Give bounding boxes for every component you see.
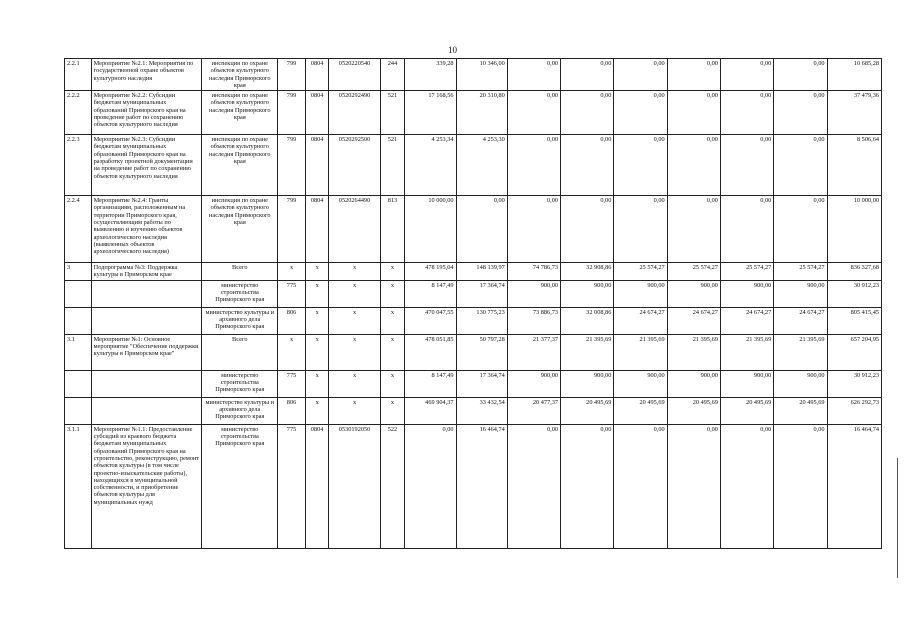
- table-row: [65, 397, 882, 424]
- cell-exec: инспекция по охране объектов культурного наследия Приморского края: [202, 196, 278, 263]
- table-row: [65, 135, 882, 196]
- cell-v4: 0,00: [561, 59, 614, 91]
- cell-name: [91, 280, 202, 307]
- cell-v7: 0,00: [720, 424, 773, 548]
- cell-csr: 0520292490: [329, 91, 380, 135]
- cell-v5: 0,00: [614, 135, 667, 196]
- cell-v1: 17 168,56: [405, 91, 456, 135]
- cell-rzpr: x: [305, 334, 329, 370]
- cell-v3: 900,00: [507, 280, 560, 307]
- cell-v6: 0,00: [667, 91, 720, 135]
- cell-v8: 25 574,27: [774, 263, 827, 281]
- cell-v2: 148 139,97: [456, 263, 507, 281]
- cell-total: 37 479,36: [827, 91, 881, 135]
- cell-exec: министерство культуры и архивного дела Приморского края: [202, 307, 278, 334]
- cell-vr: x: [380, 334, 405, 370]
- cell-v2: 4 253,30: [456, 135, 507, 196]
- cell-csr: 0530192050: [329, 424, 380, 548]
- cell-v7: 900,00: [720, 280, 773, 307]
- cell-v1: 0,00: [405, 424, 456, 548]
- cell-v2: 50 797,28: [456, 334, 507, 370]
- cell-v5: 0,00: [614, 196, 667, 263]
- cell-v8: 0,00: [774, 424, 827, 548]
- table-row: [65, 424, 882, 548]
- cell-grbs: 806: [278, 397, 306, 424]
- cell-no: 3: [65, 263, 92, 281]
- cell-grbs: 775: [278, 280, 306, 307]
- scan-edge-line: [897, 458, 898, 578]
- cell-grbs: 799: [278, 135, 306, 196]
- cell-no: 3.1: [65, 334, 92, 370]
- cell-rzpr: 0804: [305, 424, 329, 548]
- table-row: [65, 91, 882, 135]
- cell-rzpr: x: [305, 280, 329, 307]
- cell-vr: 521: [380, 135, 405, 196]
- cell-vr: 813: [380, 196, 405, 263]
- cell-v6: 24 674,27: [667, 307, 720, 334]
- cell-vr: 244: [380, 59, 405, 91]
- cell-rzpr: x: [305, 307, 329, 334]
- cell-no: [65, 280, 92, 307]
- cell-csr: x: [329, 263, 380, 281]
- cell-v8: 24 674,27: [774, 307, 827, 334]
- cell-rzpr: 0804: [305, 91, 329, 135]
- cell-rzpr: 0804: [305, 135, 329, 196]
- cell-grbs: 806: [278, 307, 306, 334]
- cell-v1: 470 047,55: [405, 307, 456, 334]
- cell-total: 30 912,23: [827, 280, 881, 307]
- cell-grbs: 799: [278, 91, 306, 135]
- cell-v3: 0,00: [507, 91, 560, 135]
- cell-v8: 20 495,69: [774, 397, 827, 424]
- cell-csr: x: [329, 370, 380, 397]
- cell-v6: 900,00: [667, 370, 720, 397]
- cell-v4: 0,00: [561, 135, 614, 196]
- cell-v6: 25 574,27: [667, 263, 720, 281]
- cell-vr: 522: [380, 424, 405, 548]
- cell-name: Мероприятие №1: Основное мероприятие "Обеспечение поддержки культуры в Приморском крае": [91, 334, 202, 370]
- cell-vr: x: [380, 307, 405, 334]
- cell-v7: 24 674,27: [720, 307, 773, 334]
- cell-name: [91, 397, 202, 424]
- cell-v2: 10 346,00: [456, 59, 507, 91]
- cell-v4: 0,00: [561, 196, 614, 263]
- cell-v2: 20 310,80: [456, 91, 507, 135]
- table-row: [65, 334, 882, 370]
- cell-v7: 0,00: [720, 196, 773, 263]
- cell-exec: министерство строительства Приморского края: [202, 280, 278, 307]
- cell-v3: 20 477,37: [507, 397, 560, 424]
- cell-v8: 0,00: [774, 91, 827, 135]
- cell-v5: 0,00: [614, 91, 667, 135]
- cell-v4: 0,00: [561, 91, 614, 135]
- cell-v2: 17 364,74: [456, 280, 507, 307]
- cell-rzpr: 0804: [305, 59, 329, 91]
- cell-v6: 0,00: [667, 135, 720, 196]
- cell-v4: 900,00: [561, 280, 614, 307]
- cell-v2: 16 464,74: [456, 424, 507, 548]
- table-row: [65, 263, 882, 281]
- cell-exec: инспекция по охране объектов культурного наследия Приморского края: [202, 91, 278, 135]
- cell-vr: x: [380, 397, 405, 424]
- table-row: [65, 307, 882, 334]
- cell-csr: x: [329, 397, 380, 424]
- cell-v7: 900,00: [720, 370, 773, 397]
- cell-v1: 478 195,04: [405, 263, 456, 281]
- cell-v2: 130 775,23: [456, 307, 507, 334]
- cell-rzpr: x: [305, 370, 329, 397]
- cell-v4: 32 908,86: [561, 263, 614, 281]
- cell-exec: Всего: [202, 334, 278, 370]
- cell-v3: 21 377,37: [507, 334, 560, 370]
- cell-total: 10 000,00: [827, 196, 881, 263]
- cell-name: Мероприятие №2.3: Субсидии бюджетам муниципальных образований Приморского края на разработку проектной документации на проведение работ по сохранению объектов культурного наследия: [91, 135, 202, 196]
- cell-v5: 20 495,69: [614, 397, 667, 424]
- cell-exec: Всего: [202, 263, 278, 281]
- cell-no: 2.2.4: [65, 196, 92, 263]
- cell-name: Подпрограмма №3: Поддержка культуры в Приморском крае: [91, 263, 202, 281]
- cell-total: 10 685,28: [827, 59, 881, 91]
- cell-v8: 0,00: [774, 135, 827, 196]
- cell-v7: 21 395,69: [720, 334, 773, 370]
- cell-v6: 20 495,69: [667, 397, 720, 424]
- cell-name: [91, 307, 202, 334]
- table-row: [65, 370, 882, 397]
- cell-grbs: 775: [278, 424, 306, 548]
- table-row: [65, 196, 882, 263]
- cell-v4: 20 495,69: [561, 397, 614, 424]
- cell-name: Мероприятие №2.4: Гранты организациям, расположенным на территории Приморского края, осуществляющим работы по выявлению и изучению объектов археологического наследия (выявленных объектов археологического наследия): [91, 196, 202, 263]
- cell-v6: 0,00: [667, 196, 720, 263]
- cell-v7: 0,00: [720, 91, 773, 135]
- cell-total: 16 464,74: [827, 424, 881, 548]
- cell-v8: 0,00: [774, 196, 827, 263]
- cell-exec: инспекция по охране объектов культурного наследия Приморского края: [202, 135, 278, 196]
- cell-v8: 900,00: [774, 280, 827, 307]
- cell-v1: 8 147,49: [405, 280, 456, 307]
- cell-v7: 0,00: [720, 59, 773, 91]
- cell-v1: 10 000,00: [405, 196, 456, 263]
- cell-v8: 0,00: [774, 59, 827, 91]
- cell-v5: 24 674,27: [614, 307, 667, 334]
- cell-name: Мероприятие №2.1: Мероприятия по государственной охране объектов культурного наследия: [91, 59, 202, 91]
- cell-v4: 32 008,86: [561, 307, 614, 334]
- cell-v3: 0,00: [507, 135, 560, 196]
- cell-v4: 0,00: [561, 424, 614, 548]
- cell-v8: 21 395,69: [774, 334, 827, 370]
- cell-v3: 0,00: [507, 424, 560, 548]
- cell-total: 626 292,73: [827, 397, 881, 424]
- cell-name: Мероприятие №2.2: Субсидии бюджетам муниципальных образований Приморского края на проведение работ по сохранению объектов культурного наследия: [91, 91, 202, 135]
- cell-v3: 74 786,73: [507, 263, 560, 281]
- cell-v6: 0,00: [667, 59, 720, 91]
- cell-no: 2.2.2: [65, 91, 92, 135]
- budget-table: [64, 58, 882, 549]
- cell-v6: 900,00: [667, 280, 720, 307]
- cell-exec: министерство строительства Приморского края: [202, 424, 278, 548]
- cell-v2: 0,00: [456, 196, 507, 263]
- cell-rzpr: 0804: [305, 196, 329, 263]
- cell-grbs: x: [278, 263, 306, 281]
- cell-v7: 25 574,27: [720, 263, 773, 281]
- page-number: 10: [448, 45, 457, 55]
- cell-csr: x: [329, 334, 380, 370]
- cell-v6: 21 395,69: [667, 334, 720, 370]
- cell-grbs: 799: [278, 59, 306, 91]
- cell-v3: 0,00: [507, 59, 560, 91]
- cell-total: 8 506,64: [827, 135, 881, 196]
- cell-v1: 469 904,37: [405, 397, 456, 424]
- cell-csr: 0520264490: [329, 196, 380, 263]
- cell-vr: x: [380, 280, 405, 307]
- cell-no: [65, 370, 92, 397]
- cell-no: 2.2.3: [65, 135, 92, 196]
- cell-no: 2.2.1: [65, 59, 92, 91]
- cell-no: [65, 307, 92, 334]
- cell-v1: 339,28: [405, 59, 456, 91]
- cell-v1: 8 147,49: [405, 370, 456, 397]
- cell-name: [91, 370, 202, 397]
- cell-v1: 478 051,85: [405, 334, 456, 370]
- table-body: [65, 59, 882, 549]
- cell-v6: 0,00: [667, 424, 720, 548]
- cell-no: 3.1.1: [65, 424, 92, 548]
- cell-exec: министерство культуры и архивного дела Приморского края: [202, 397, 278, 424]
- cell-v7: 20 495,69: [720, 397, 773, 424]
- cell-csr: x: [329, 307, 380, 334]
- cell-exec: министерство строительства Приморского края: [202, 370, 278, 397]
- cell-v5: 0,00: [614, 59, 667, 91]
- cell-total: 30 912,23: [827, 370, 881, 397]
- cell-v4: 900,00: [561, 370, 614, 397]
- cell-v5: 0,00: [614, 424, 667, 548]
- cell-rzpr: x: [305, 263, 329, 281]
- cell-grbs: 799: [278, 196, 306, 263]
- cell-v3: 0,00: [507, 196, 560, 263]
- cell-exec: инспекция по охране объектов культурного наследия Приморского края: [202, 59, 278, 91]
- cell-total: 805 415,45: [827, 307, 881, 334]
- cell-v2: 33 432,54: [456, 397, 507, 424]
- cell-vr: x: [380, 263, 405, 281]
- cell-rzpr: x: [305, 397, 329, 424]
- cell-name: Мероприятие №1.1: Предоставление субсидий из краевого бюджета бюджетам муниципальных образований Приморского края на строительство, реконструкцию, ремонт объектов культуры (в том числе проектно-изыскательские работы), находящихся в муниципальной собственности, и приобретение объектов культуры для муниципальных нужд: [91, 424, 202, 548]
- cell-v5: 25 574,27: [614, 263, 667, 281]
- cell-vr: 521: [380, 91, 405, 135]
- cell-v5: 900,00: [614, 280, 667, 307]
- cell-csr: 0520292500: [329, 135, 380, 196]
- cell-v7: 0,00: [720, 135, 773, 196]
- cell-vr: x: [380, 370, 405, 397]
- cell-v4: 21 395,69: [561, 334, 614, 370]
- cell-v5: 900,00: [614, 370, 667, 397]
- cell-total: 657 204,95: [827, 334, 881, 370]
- cell-grbs: 775: [278, 370, 306, 397]
- cell-csr: 0520220540: [329, 59, 380, 91]
- cell-v3: 73 886,73: [507, 307, 560, 334]
- cell-no: [65, 397, 92, 424]
- table-row: [65, 59, 882, 91]
- cell-v5: 21 395,69: [614, 334, 667, 370]
- cell-csr: x: [329, 280, 380, 307]
- cell-total: 836 327,68: [827, 263, 881, 281]
- table-row: [65, 280, 882, 307]
- cell-v8: 900,00: [774, 370, 827, 397]
- cell-v3: 900,00: [507, 370, 560, 397]
- cell-v2: 17 364,74: [456, 370, 507, 397]
- cell-v1: 4 253,34: [405, 135, 456, 196]
- cell-grbs: x: [278, 334, 306, 370]
